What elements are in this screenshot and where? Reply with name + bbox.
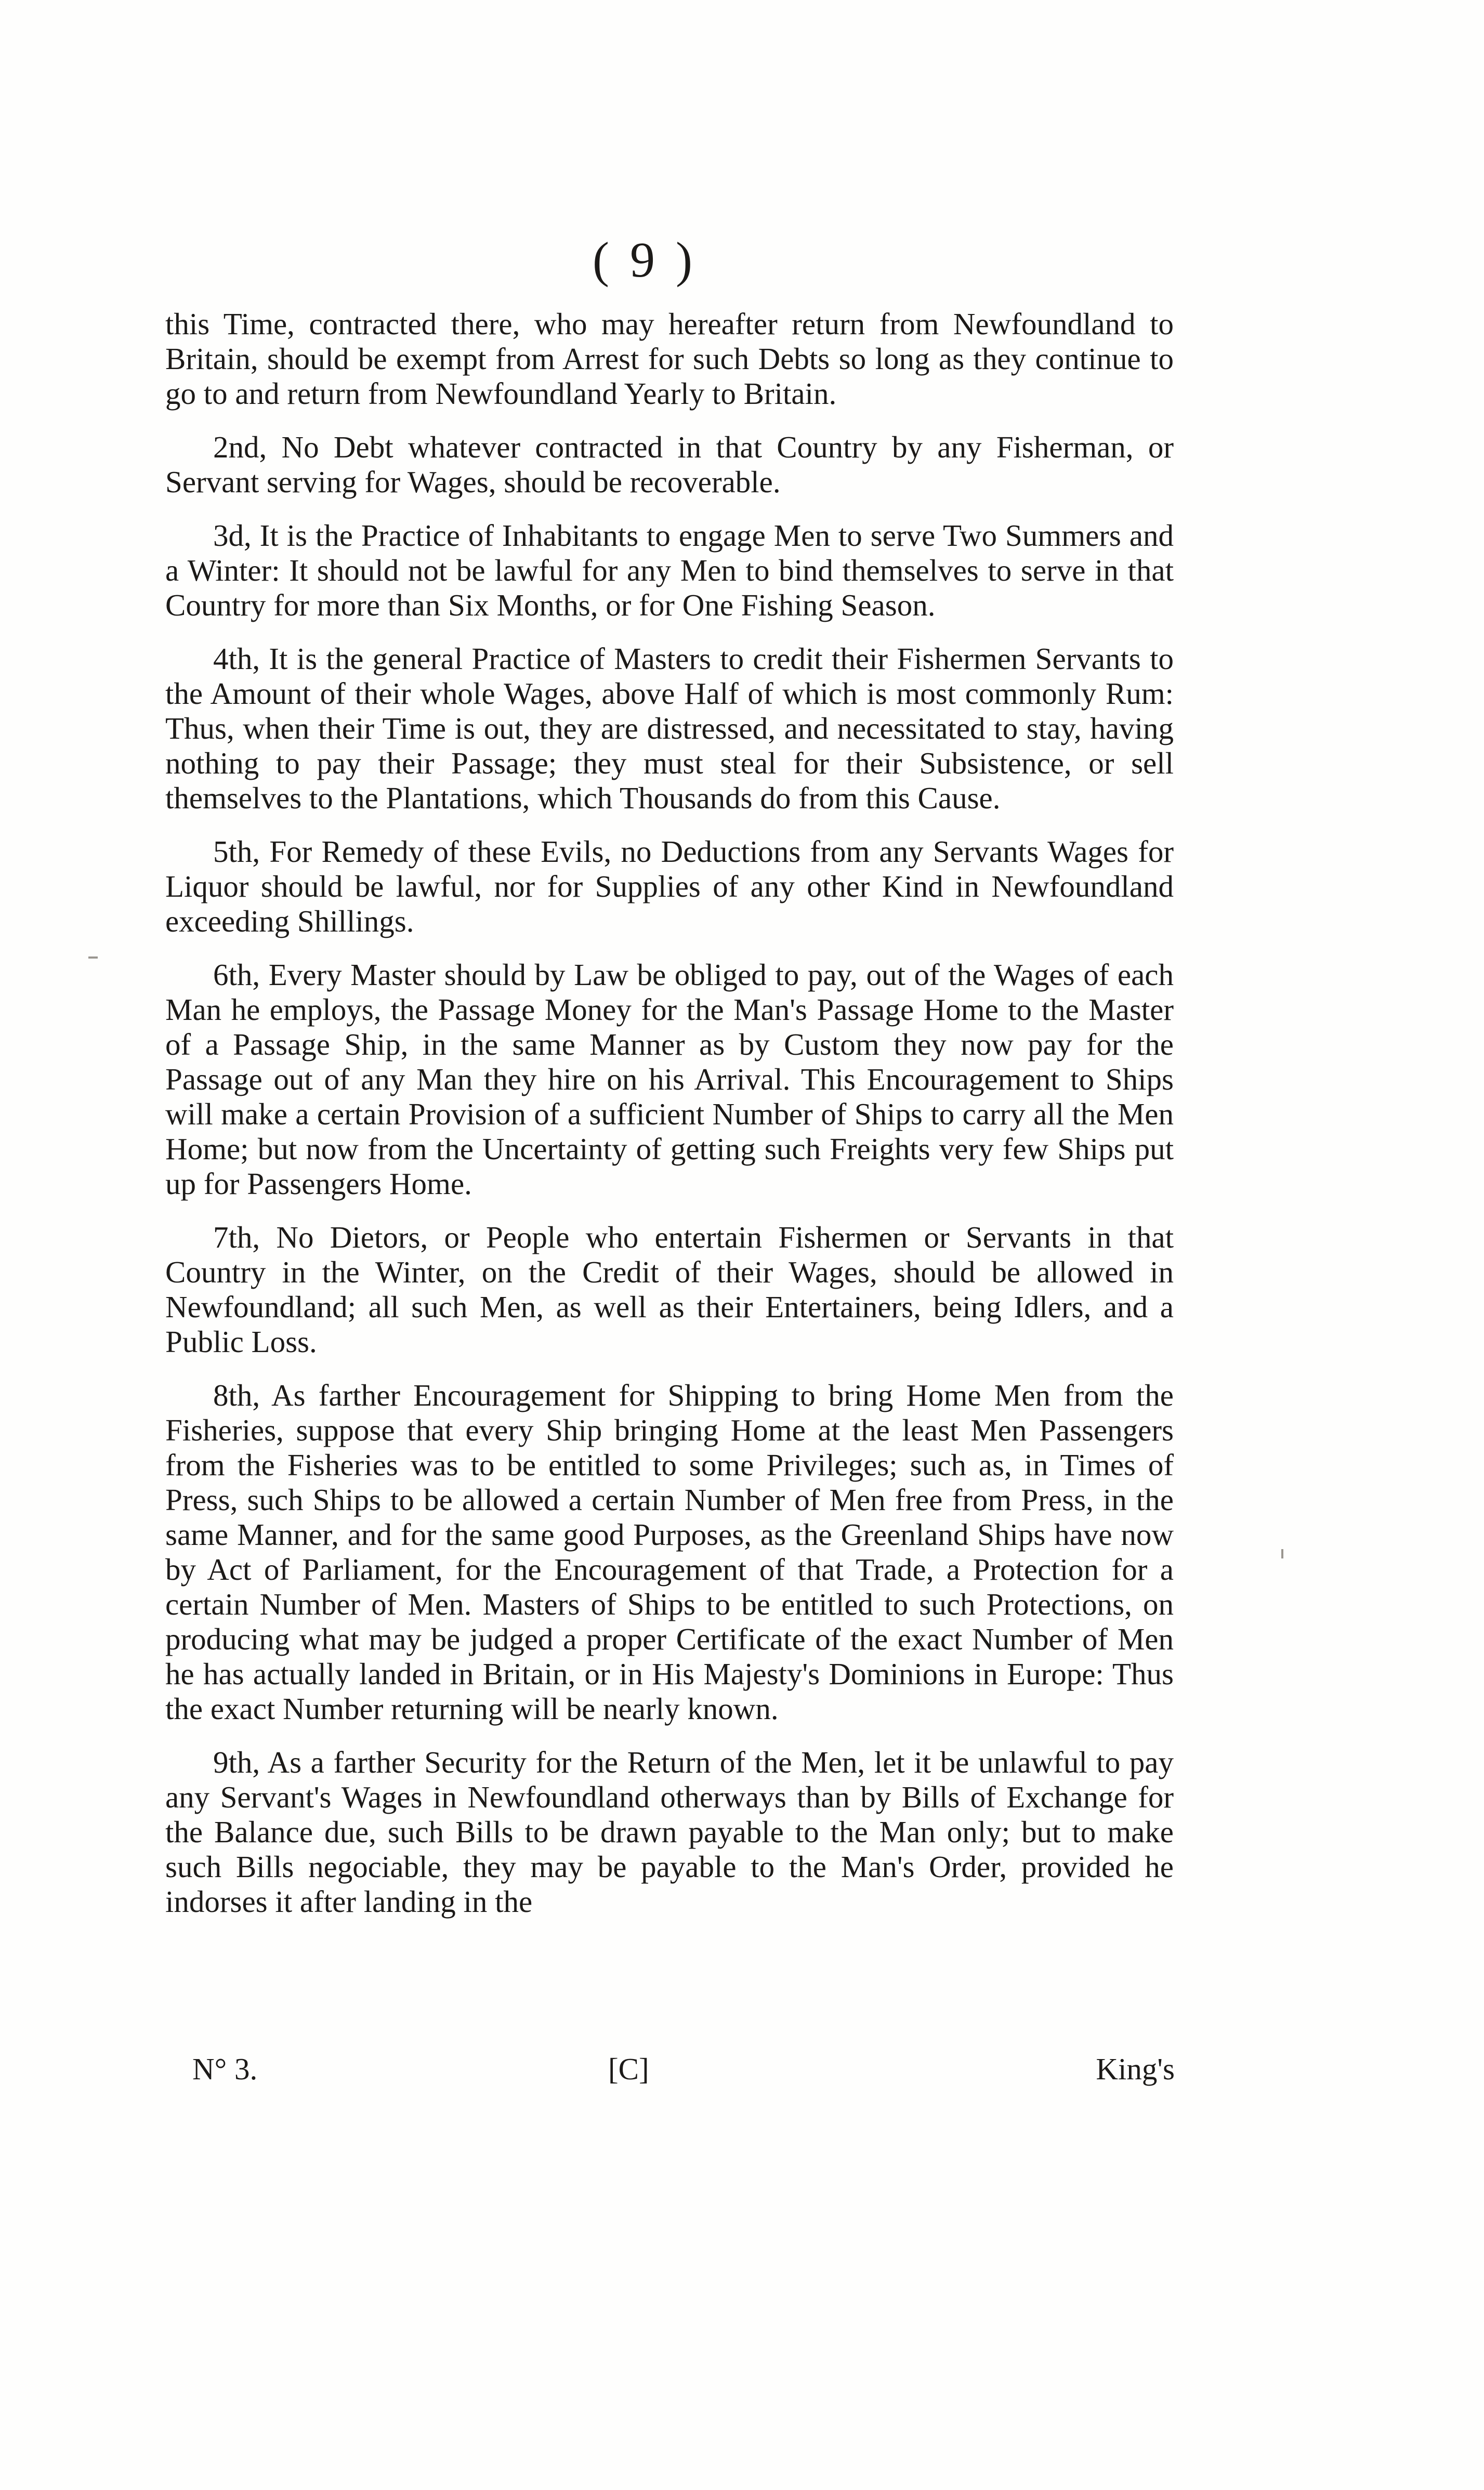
catchword: King's xyxy=(1096,2052,1175,2086)
page-footer xyxy=(192,2051,1175,2092)
paragraph-7th: 7th, No Dietors, or People who entertain Fishermen or Servants in that Country in the Winter, on the Credit of their Wages, should be allowed in Newfoundland; all such Men, as well as their Entertainers, being Idlers, and a Public Loss. xyxy=(165,1220,1174,1359)
paragraph-4th: 4th, It is the general Practice of Masters to credit their Fishermen Servants to the Amount of their whole Wages, above Half of which is most commonly Rum: Thus, when their Time is out, they are distressed, and necessitated to stay, having nothing to pay their Passage; they must steal for their Subsistence, or sell themselves to the Plantations, which Thousands do from this Cause. xyxy=(165,641,1174,815)
paragraph-continuation: this Time, contracted there, who may hereafter return from Newfoundland to Britain, should be exempt from Arrest for such Debts so long as they continue to go to and return from Newfoundland Yearly to Britain. xyxy=(165,307,1174,411)
paper-speck xyxy=(88,956,98,959)
paper-speck xyxy=(1281,1549,1283,1558)
paragraph-9th: 9th, As a farther Security for the Return of the Men, let it be unlawful to pay any Servant's Wages in Newfoundland otherways than by Bills of Exchange for the Balance due, such Bills to be drawn payable to the Man only; but to make such Bills negociable, they may be payable to the Man's Order, provided he indorses it after landing in the xyxy=(165,1745,1174,1919)
sheet-mark: [C] xyxy=(608,2052,649,2086)
paragraph-6th: 6th, Every Master should by Law be obliged to pay, out of the Wages of each Man he employs, the Passage Money for the Man's Passage Home to the Master of a Passage Ship, in the same Manner as by Custom they now pay for the Passage out of any Man they hire on his Arrival. This Encouragement to Ships will make a certain Provision of a sufficient Number of Ships to carry all the Men Home; but now from the Uncertainty of getting such Freights very few Ships put up for Passengers Home. xyxy=(165,958,1174,1201)
paragraph-2nd: 2nd, No Debt whatever contracted in that Country by any Fisherman, or Servant serving for Wages, should be recoverable. xyxy=(165,430,1174,499)
body-text xyxy=(165,307,1174,1938)
paragraph-5th: 5th, For Remedy of these Evils, no Deductions from any Servants Wages for Liquor should be lawful, nor for Supplies of any other Kind in Newfoundland exceeding Shillings. xyxy=(165,834,1174,938)
paragraph-8th: 8th, As farther Encouragement for Shipping to bring Home Men from the Fisheries, suppose that every Ship bringing Home at the least Men Passengers from the Fisheries was to be entitled to some Privileges; such as, in Times of Press, such Ships to be allowed a certain Number of Men free from Press, in the same Manner, and for the same good Purposes, as the Greenland Ships have now by Act of Parliament, for the Encouragement of that Trade, a Protection for a certain Number of Men. Masters of Ships to be entitled to such Protections, on producing what may be judged a proper Certificate of the exact Number of Men he has actually landed in Britain, or in His Majesty's Dominions in Europe: Thus the exact Number returning will be nearly known. xyxy=(165,1378,1174,1726)
signature-mark: N° 3. xyxy=(192,2052,258,2086)
page-number: ( 9 ) xyxy=(593,232,697,287)
paragraph-3d: 3d, It is the Practice of Inhabitants to engage Men to serve Two Summers and a Winter: It should not be lawful for any Men to bind themselves to serve in that Country for more than Six Months, or for One Fishing Season. xyxy=(165,518,1174,622)
